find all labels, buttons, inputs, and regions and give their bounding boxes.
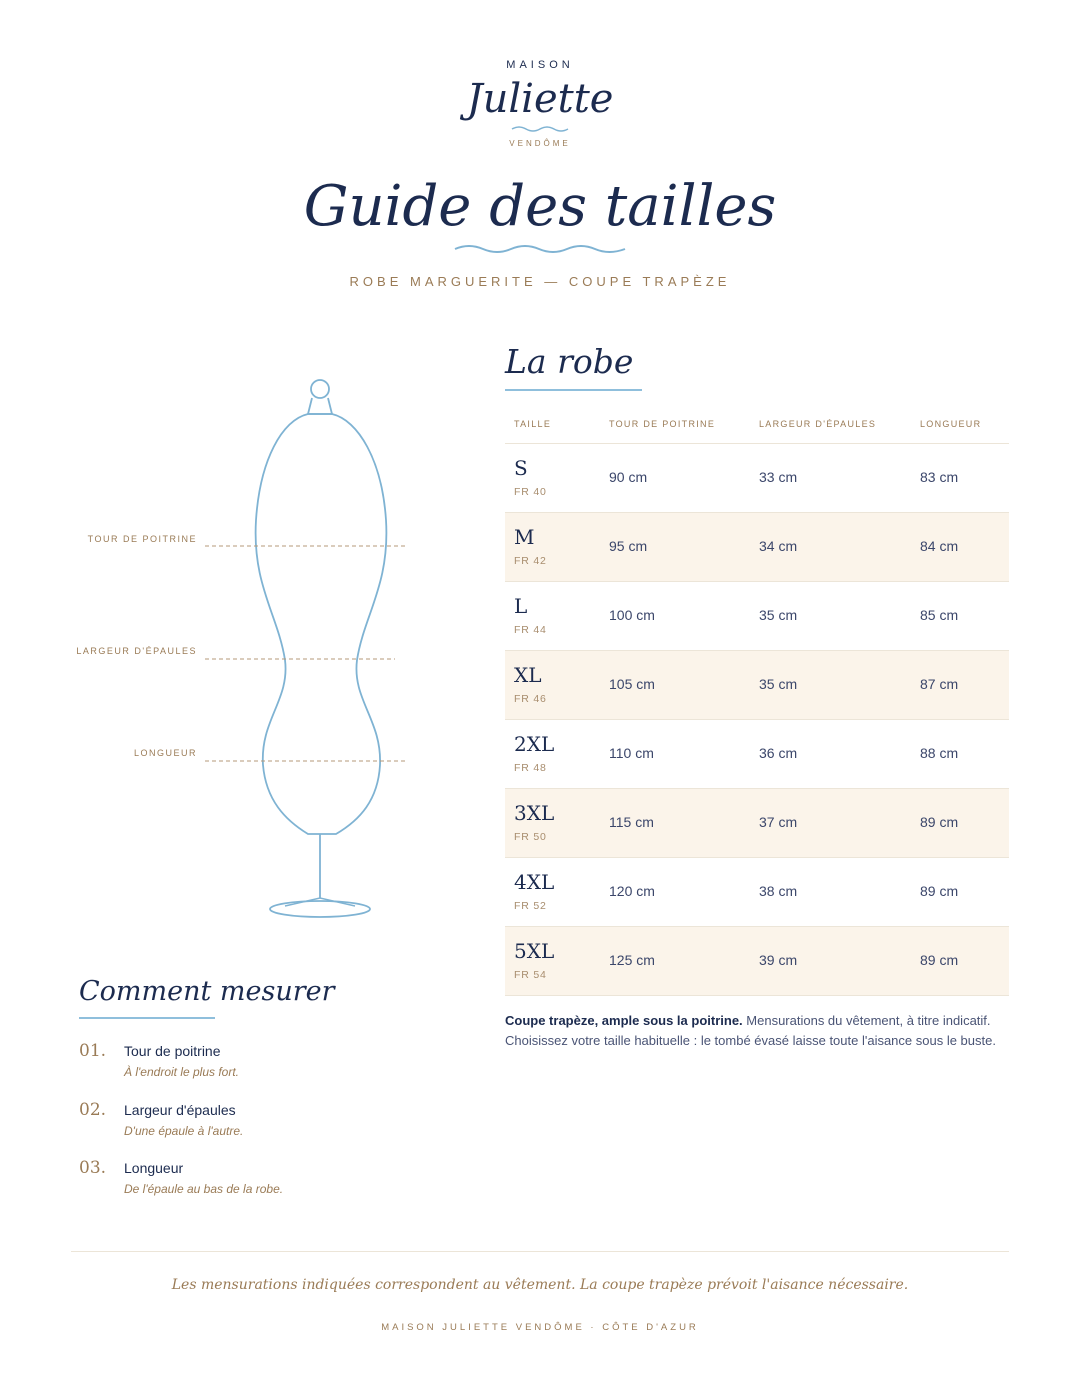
brand-top-text: MAISON — [506, 59, 574, 71]
step-description: De l'épaule au bas de la robe. — [124, 1182, 284, 1196]
table-title-underline — [505, 389, 642, 391]
fr-size: FR 48 — [514, 762, 547, 774]
size-table — [505, 410, 1009, 996]
fr-size: FR 52 — [514, 900, 547, 912]
step-title: Largeur d'épaules — [124, 1102, 236, 1118]
shoulders-value: 35 cm — [759, 676, 798, 692]
figure-label-length: LONGUEUR — [133, 748, 197, 758]
size-label: 4XL — [514, 870, 555, 894]
figure-label-shoulders: LARGEUR D'ÉPAULES — [76, 646, 197, 656]
shoulders-value: 36 cm — [759, 745, 798, 761]
footer-note: Les mensurations indiquées correspondent au vêtement. La coupe trapèze prévoit l'aisance nécessaire. — [171, 1277, 909, 1293]
chest-value: 120 cm — [609, 883, 655, 899]
size-label: 3XL — [514, 801, 555, 825]
table-row — [505, 651, 1009, 720]
measure-step — [79, 1041, 459, 1091]
figure-label-chest: TOUR DE POITRINE — [87, 534, 197, 544]
step-number: 03. — [79, 1158, 107, 1178]
shoulders-value: 33 cm — [759, 469, 798, 485]
chest-value: 105 cm — [609, 676, 655, 692]
step-description: À l'endroit le plus fort. — [124, 1065, 240, 1079]
fr-size: FR 46 — [514, 693, 547, 705]
header-shoulders: LARGEUR D'ÉPAULES — [759, 419, 877, 429]
step-description: D'une épaule à l'autre. — [124, 1124, 244, 1138]
size-label: L — [514, 594, 528, 618]
shoulders-value: 38 cm — [759, 883, 798, 899]
shoulders-value: 35 cm — [759, 607, 798, 623]
table-title: La robe — [505, 342, 634, 381]
chest-value: 95 cm — [609, 538, 648, 554]
footer-brand: MAISON JULIETTE VENDÔME · CÔTE D'AZUR — [381, 1322, 699, 1333]
table-row — [505, 789, 1009, 858]
step-title: Tour de poitrine — [124, 1043, 221, 1059]
step-number: 01. — [79, 1041, 107, 1061]
chest-value: 125 cm — [609, 952, 655, 968]
page-title: Guide des tailles — [303, 174, 777, 239]
brand-logo-name: Juliette — [466, 76, 614, 122]
size-label: 5XL — [514, 939, 555, 963]
header-length: LONGUEUR — [920, 419, 982, 429]
table-row — [505, 927, 1009, 996]
chest-value: 115 cm — [609, 814, 654, 830]
length-value: 83 cm — [920, 469, 959, 485]
size-label: XL — [514, 663, 542, 687]
length-value: 88 cm — [920, 745, 959, 761]
measure-step — [79, 1158, 459, 1208]
chest-value: 100 cm — [609, 607, 655, 623]
brand-wave-icon — [510, 124, 570, 134]
footer-divider — [71, 1251, 1009, 1252]
fr-size: FR 50 — [514, 831, 547, 843]
table-row — [505, 720, 1009, 789]
length-value: 89 cm — [920, 814, 959, 830]
step-number: 02. — [79, 1100, 107, 1120]
table-row — [505, 858, 1009, 927]
fr-size: FR 42 — [514, 555, 547, 567]
brand-sub-text: VENDÔME — [509, 139, 571, 148]
table-header — [505, 410, 1009, 444]
mannequin-figure — [60, 370, 420, 930]
size-label: 2XL — [514, 732, 555, 756]
shoulders-value: 39 cm — [759, 952, 798, 968]
length-value: 89 cm — [920, 883, 959, 899]
shoulders-value: 34 cm — [759, 538, 798, 554]
length-value: 87 cm — [920, 676, 959, 692]
shoulders-value: 37 cm — [759, 814, 798, 830]
fit-note-bold: Coupe trapèze, ample sous la poitrine. — [505, 1013, 743, 1028]
length-value: 85 cm — [920, 607, 959, 623]
table-row — [505, 444, 1009, 513]
chest-value: 110 cm — [609, 745, 654, 761]
title-wave-icon — [453, 242, 627, 256]
table-row — [505, 582, 1009, 651]
page-subtitle: ROBE MARGUERITE — COUPE TRAPÈZE — [349, 274, 731, 289]
size-label: M — [514, 525, 535, 549]
step-title: Longueur — [124, 1160, 184, 1176]
chest-value: 90 cm — [609, 469, 648, 485]
fit-note-text: Mensurations du vêtement, à titre indicatif. Choisissez votre taille habituelle : le tombé évasé laisse toute l'aisance sous le buste. — [505, 1013, 996, 1048]
fr-size: FR 44 — [514, 624, 547, 636]
fit-note — [505, 1011, 1010, 1051]
table-row — [505, 513, 1009, 582]
fr-size: FR 40 — [514, 486, 547, 498]
how-to-title: Comment mesurer — [79, 976, 335, 1007]
measure-step — [79, 1100, 459, 1150]
how-to-underline — [79, 1017, 215, 1019]
length-value: 89 cm — [920, 952, 959, 968]
length-value: 84 cm — [920, 538, 959, 554]
header-chest: TOUR DE POITRINE — [609, 419, 716, 429]
size-label: S — [514, 456, 528, 480]
fr-size: FR 54 — [514, 969, 547, 981]
header-size: TAILLE — [514, 419, 552, 429]
